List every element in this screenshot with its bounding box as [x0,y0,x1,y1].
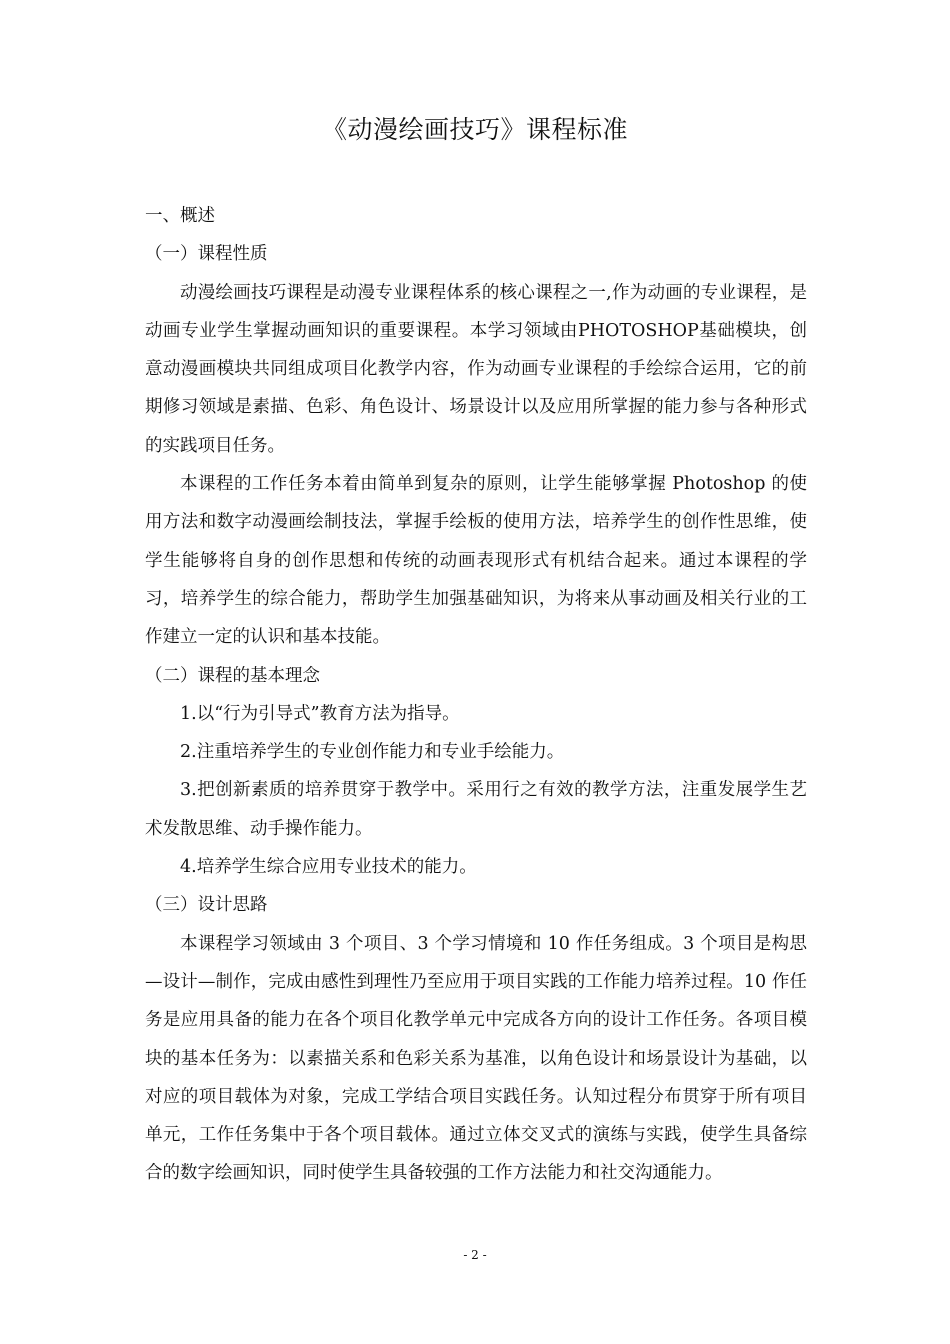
document-body [145,197,807,1193]
concept-item-3: 3.把创新素质的培养贯穿于教学中。采用行之有效的教学方法，注重发展学生艺术发散思维、动手操作能力。 [145,780,807,839]
paragraph-course-nature-1: 动漫绘画技巧课程是动漫专业课程体系的核心课程之一,作为动画的专业课程，是动画专业学生掌握动画知识的重要课程。本学习领域由PHOTOSHOP基础模块，创意动漫画模块共同组成项目化教学内容，作为动画专业课程的手绘综合运用，它的前期修习领域是素描、色彩、角色设计、场景设计以及应用所掌握的能力参与各种形式的实践项目任务。 [145,282,807,456]
page-title: 《动漫绘画技巧》课程标准 [321,115,628,144]
section-heading: 一、概述 [145,206,215,226]
page-number: - 2 - [463,1248,487,1262]
concept-item-1: 1.以“行为引导式”教育方法为指导。 [180,703,460,724]
paragraph-design-ideas: 本课程学习领域由 3 个项目、3 个学习情境和 10 作任务组成。3 个项目是构思—设计—制作，完成由感性到理性乃至应用于项目实践的工作能力培养过程。10 作任务是应用具备的能力在各个项目化教学单元中完成各方向的设计工作任务。各项目模块的基本任务为：以素描关系和色彩关系为基准，以角色设计和场景设计为基础，以对应的项目载体为对象，完成工学结合项目实践任务。认知过程分布贯穿于所有项目单元，工作任务集中于各个项目载体。通过立体交叉式的演练与实践，使学生具备综合的数字绘画知识，同时使学生具备较强的工作方法能力和社交沟通能力。 [145,933,807,1184]
subsection-heading-design-ideas: （三）设计思路 [145,895,268,916]
concept-item-4: 4.培养学生综合应用专业技术的能力。 [180,857,477,878]
concept-item-2: 2.注重培养学生的专业创作能力和专业手绘能力。 [180,742,565,763]
paragraph-course-nature-2: 本课程的工作任务本着由简单到复杂的原则，让学生能够掌握 Photoshop 的使用方法和数字动漫画绘制技法，掌握手绘板的使用方法，培养学生的创作性思维，使学生能够将自身的创作思想和传统的动画表现形式有机结合起来。通过本课程的学习，培养学生的综合能力，帮助学生加强基础知识，为将来从事动画及相关行业的工作建立一定的认识和基本技能。 [145,474,807,648]
subsection-heading-basic-concepts: （二）课程的基本理念 [145,665,320,686]
subsection-heading-course-nature: （一）课程性质 [145,244,268,265]
